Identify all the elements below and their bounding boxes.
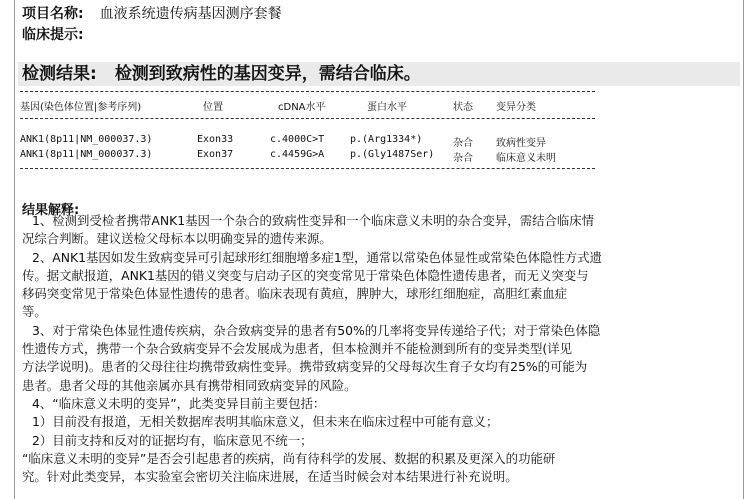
paragraph-line: 3、对于常染色体显性遗传疾病，杂合致病变异的患者有50%的几率将变异传递给子代；对于常染色体隐 <box>32 322 601 338</box>
table-top-rule <box>20 91 595 92</box>
paragraph-line: 2、ANK1基因如发生致病变异可引起球形红细胞增多症1型，通常以常染色体显性或常染色体隐性方式遗 <box>32 249 602 265</box>
paragraph-line: 方法学说明)。患者的父母往往均携带致病性变异。携带致病变异的父母每次生育子女均有25%的可能为 <box>22 359 588 375</box>
clinical-hint-row <box>22 24 84 44</box>
table-header-rule <box>20 118 595 119</box>
paragraph-line: 等。 <box>22 304 47 320</box>
cell-gene: ANK1(8p11|NM_000037.3) <box>20 134 153 145</box>
paragraph-line: 究。针对此类变异，本实验室会密切关注临床进展，在适当时候会对本结果进行补充说明。 <box>22 469 518 485</box>
col-header-protein: 蛋白水平 <box>367 102 407 113</box>
table-header-row <box>20 98 720 112</box>
result-message: 检测到致病性的基因变异，需结合临床。 <box>114 64 421 84</box>
cell-protein: p.(Gly1487Ser) <box>350 149 435 160</box>
paragraph-line: 1）目前没有报道，无相关数据库表明其临床意义，但未来在临床过程中可能有意义； <box>32 414 499 430</box>
col-header-position: 位置 <box>203 102 223 113</box>
clinical-hint-label: 临床提示: <box>22 27 84 43</box>
interpretation-body <box>22 212 722 486</box>
paragraph-line: 性遗传方式，携带一个杂合致病变异不会发展成为患者，但本检测并不能检测到所有的变异类型(详见 <box>22 341 573 357</box>
cell-classification: 致病性变异 <box>496 138 546 149</box>
paragraph-line: “临床意义未明的变异”是否会引起患者的疾病，尚有待科学的发展、数据的积累及更深入的功能研 <box>22 450 556 466</box>
result-label: 检测结果: <box>22 64 97 84</box>
cell-position: Exon33 <box>197 134 234 145</box>
cell-position: Exon37 <box>197 149 234 160</box>
interpretation-heading: 结果解释: <box>22 203 80 218</box>
paragraph-line: 移码突变常见于常染色体显性遗传的患者。临床表现有黄疸，脾肿大，球形红细胞症，高胆红素血症 <box>22 286 568 302</box>
table-row <box>20 134 720 148</box>
project-name-value: 血液系统遗传病基因测序套餐 <box>99 6 282 22</box>
result-banner <box>18 62 740 86</box>
cell-gene: ANK1(8p11|NM_000037.3) <box>20 149 153 160</box>
project-name-label: 项目名称: <box>22 6 84 22</box>
col-header-cdna: cDNA水平 <box>278 102 326 113</box>
cell-status: 杂合 <box>453 153 473 164</box>
col-header-classification: 变异分类 <box>496 102 536 113</box>
paragraph-line: 2）目前支持和反对的证据均有，临床意见不统一； <box>32 432 313 448</box>
cell-protein: p.(Arg1334*) <box>350 134 423 145</box>
col-header-gene: 基因(染色体位置|参考序列) <box>20 102 142 113</box>
project-name-row <box>22 3 282 23</box>
col-header-status: 状态 <box>453 102 473 113</box>
cell-classification: 临床意义未明 <box>496 153 556 164</box>
table-bottom-rule <box>20 168 595 169</box>
paragraph-line: 况综合判断。建议送检父母标本以明确变异的遗传来源。 <box>22 231 332 247</box>
cell-cdna: c.4459G>A <box>270 149 325 160</box>
paragraph-line: 4、“临床意义未明的变异”，此类变异目前主要包括： <box>32 395 326 411</box>
cell-status: 杂合 <box>453 138 473 149</box>
paragraph-line: 患者。患者父母的其他亲属亦具有携带相同致病变异的风险。 <box>22 377 357 393</box>
table-row <box>20 149 720 163</box>
paragraph-line: 传。据文献报道，ANK1基因的错义突变与启动子区的突变常见于常染色体隐性遗传患者，而无义突变与 <box>22 267 589 283</box>
cell-cdna: c.4000C>T <box>270 134 325 145</box>
paragraph-line: 1、检测到受检者携带ANK1基因一个杂合的致病性变异和一个临床意义未明的杂合变异，需结合临床情 <box>32 213 595 228</box>
